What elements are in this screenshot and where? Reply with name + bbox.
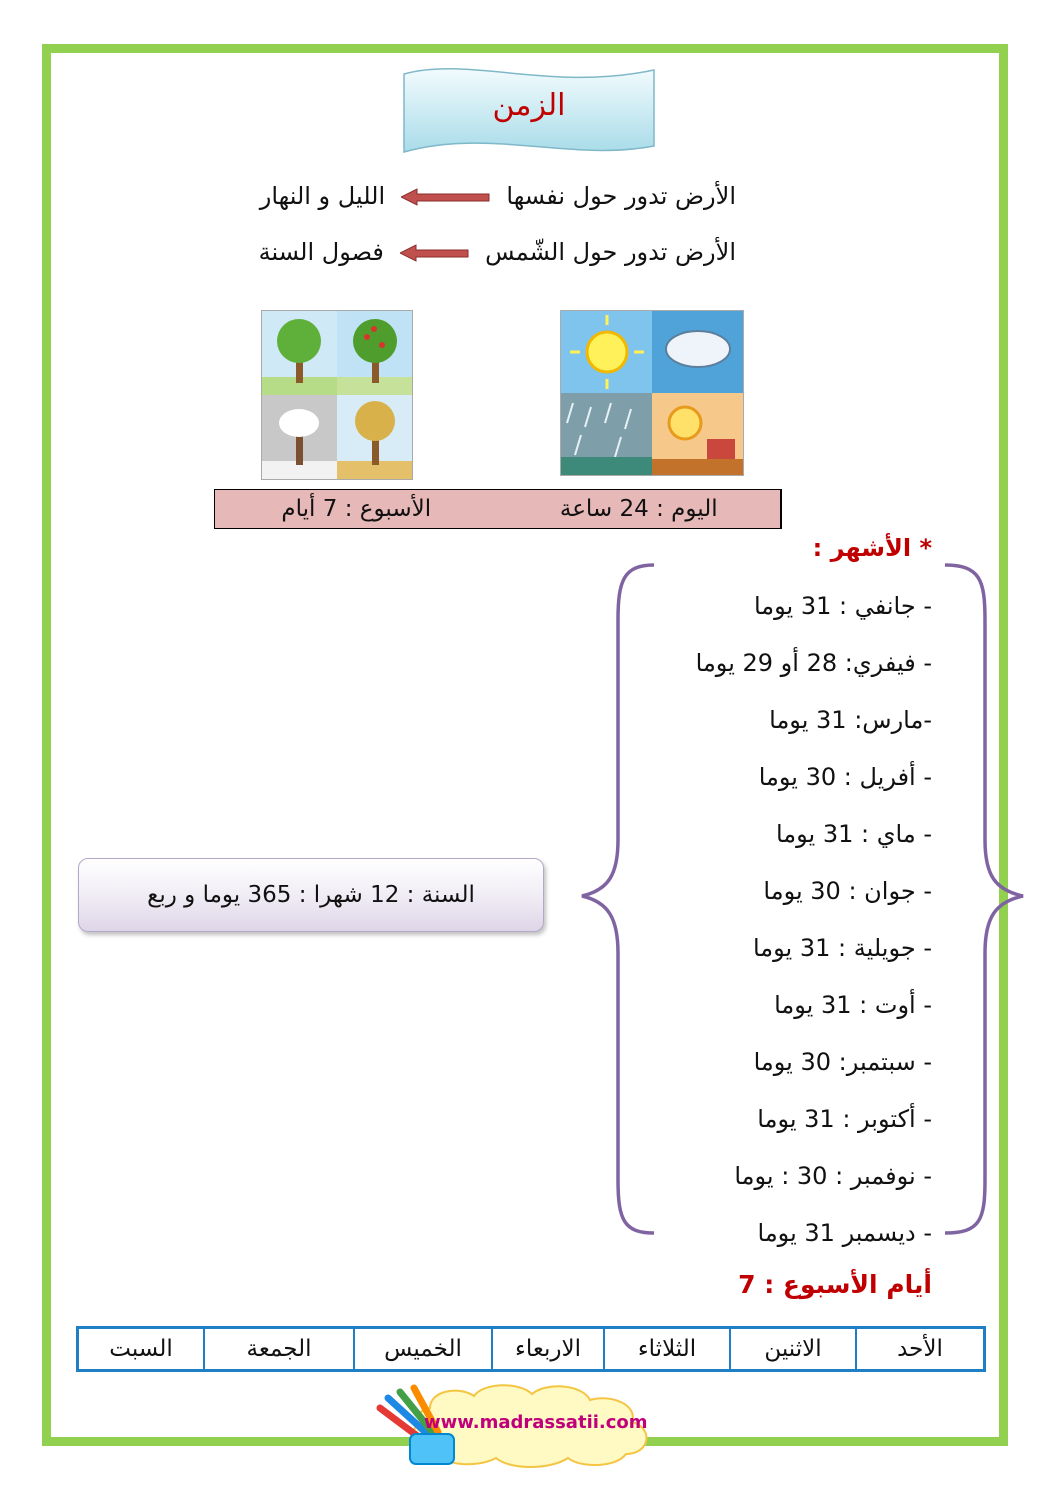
month-item: - أفريل : 30 يوما — [758, 763, 932, 791]
month-item: - جوان : 30 يوما — [763, 877, 932, 905]
months-brace-left — [578, 560, 658, 1240]
day-length-cell: اليوم : 24 ساعة — [498, 490, 782, 528]
week-day-cell: الخميس — [355, 1329, 493, 1369]
fact-cause: الأرض تدور حول الشّمس — [485, 238, 736, 266]
week-days-heading: أيام الأسبوع : 7 — [738, 1270, 932, 1299]
week-day-cell: الاثنين — [731, 1329, 857, 1369]
month-item: - جويلية : 31 يوما — [752, 934, 932, 962]
month-item: - فيفري: 28 أو 29 يوما — [695, 649, 932, 677]
day-week-table — [214, 489, 782, 529]
weather-seasons-image — [560, 310, 744, 476]
fact-effect: فصول السنة — [258, 238, 384, 266]
footer-url: www.madrassatii.com — [424, 1412, 648, 1433]
month-item: - أوت : 31 يوما — [774, 991, 932, 1019]
fact-row-2 — [259, 238, 736, 266]
month-item: -مارس: 31 يوما — [769, 706, 932, 734]
months-heading: * الأشهر : — [812, 534, 932, 562]
fact-row-1 — [260, 182, 736, 210]
month-item: - أكتوبر : 31 يوما — [757, 1105, 932, 1133]
week-day-cell: الجمعة — [205, 1329, 355, 1369]
week-day-cell: الثلاثاء — [605, 1329, 731, 1369]
week-length-cell: الأسبوع : 7 أيام — [281, 496, 432, 522]
fact-cause: الأرض تدور حول نفسها — [506, 182, 736, 210]
week-day-cell: الأحد — [897, 1336, 943, 1362]
month-item: - ماي : 31 يوما — [775, 820, 932, 848]
week-day-cell: السبت — [79, 1329, 205, 1369]
month-item: - سبتمبر: 30 يوما — [753, 1048, 932, 1076]
week-days-table — [76, 1326, 986, 1372]
months-brace-right — [935, 560, 1030, 1240]
month-item: - نوفمبر : 30 : يوما — [734, 1162, 932, 1190]
month-item: - ديسمبر 31 يوما — [757, 1219, 932, 1247]
page-title: الزمن — [492, 88, 566, 123]
week-day-cell: الاربعاء — [493, 1329, 605, 1369]
arrow-left-icon — [401, 187, 491, 207]
year-summary-box: السنة : 12 شهرا : 365 يوما و ربع — [78, 858, 544, 932]
fact-effect: الليل و النهار — [259, 182, 386, 210]
seasons-tree-image — [261, 310, 413, 480]
month-item: - جانفي : 31 يوما — [753, 592, 932, 620]
arrow-left-icon — [400, 243, 470, 263]
